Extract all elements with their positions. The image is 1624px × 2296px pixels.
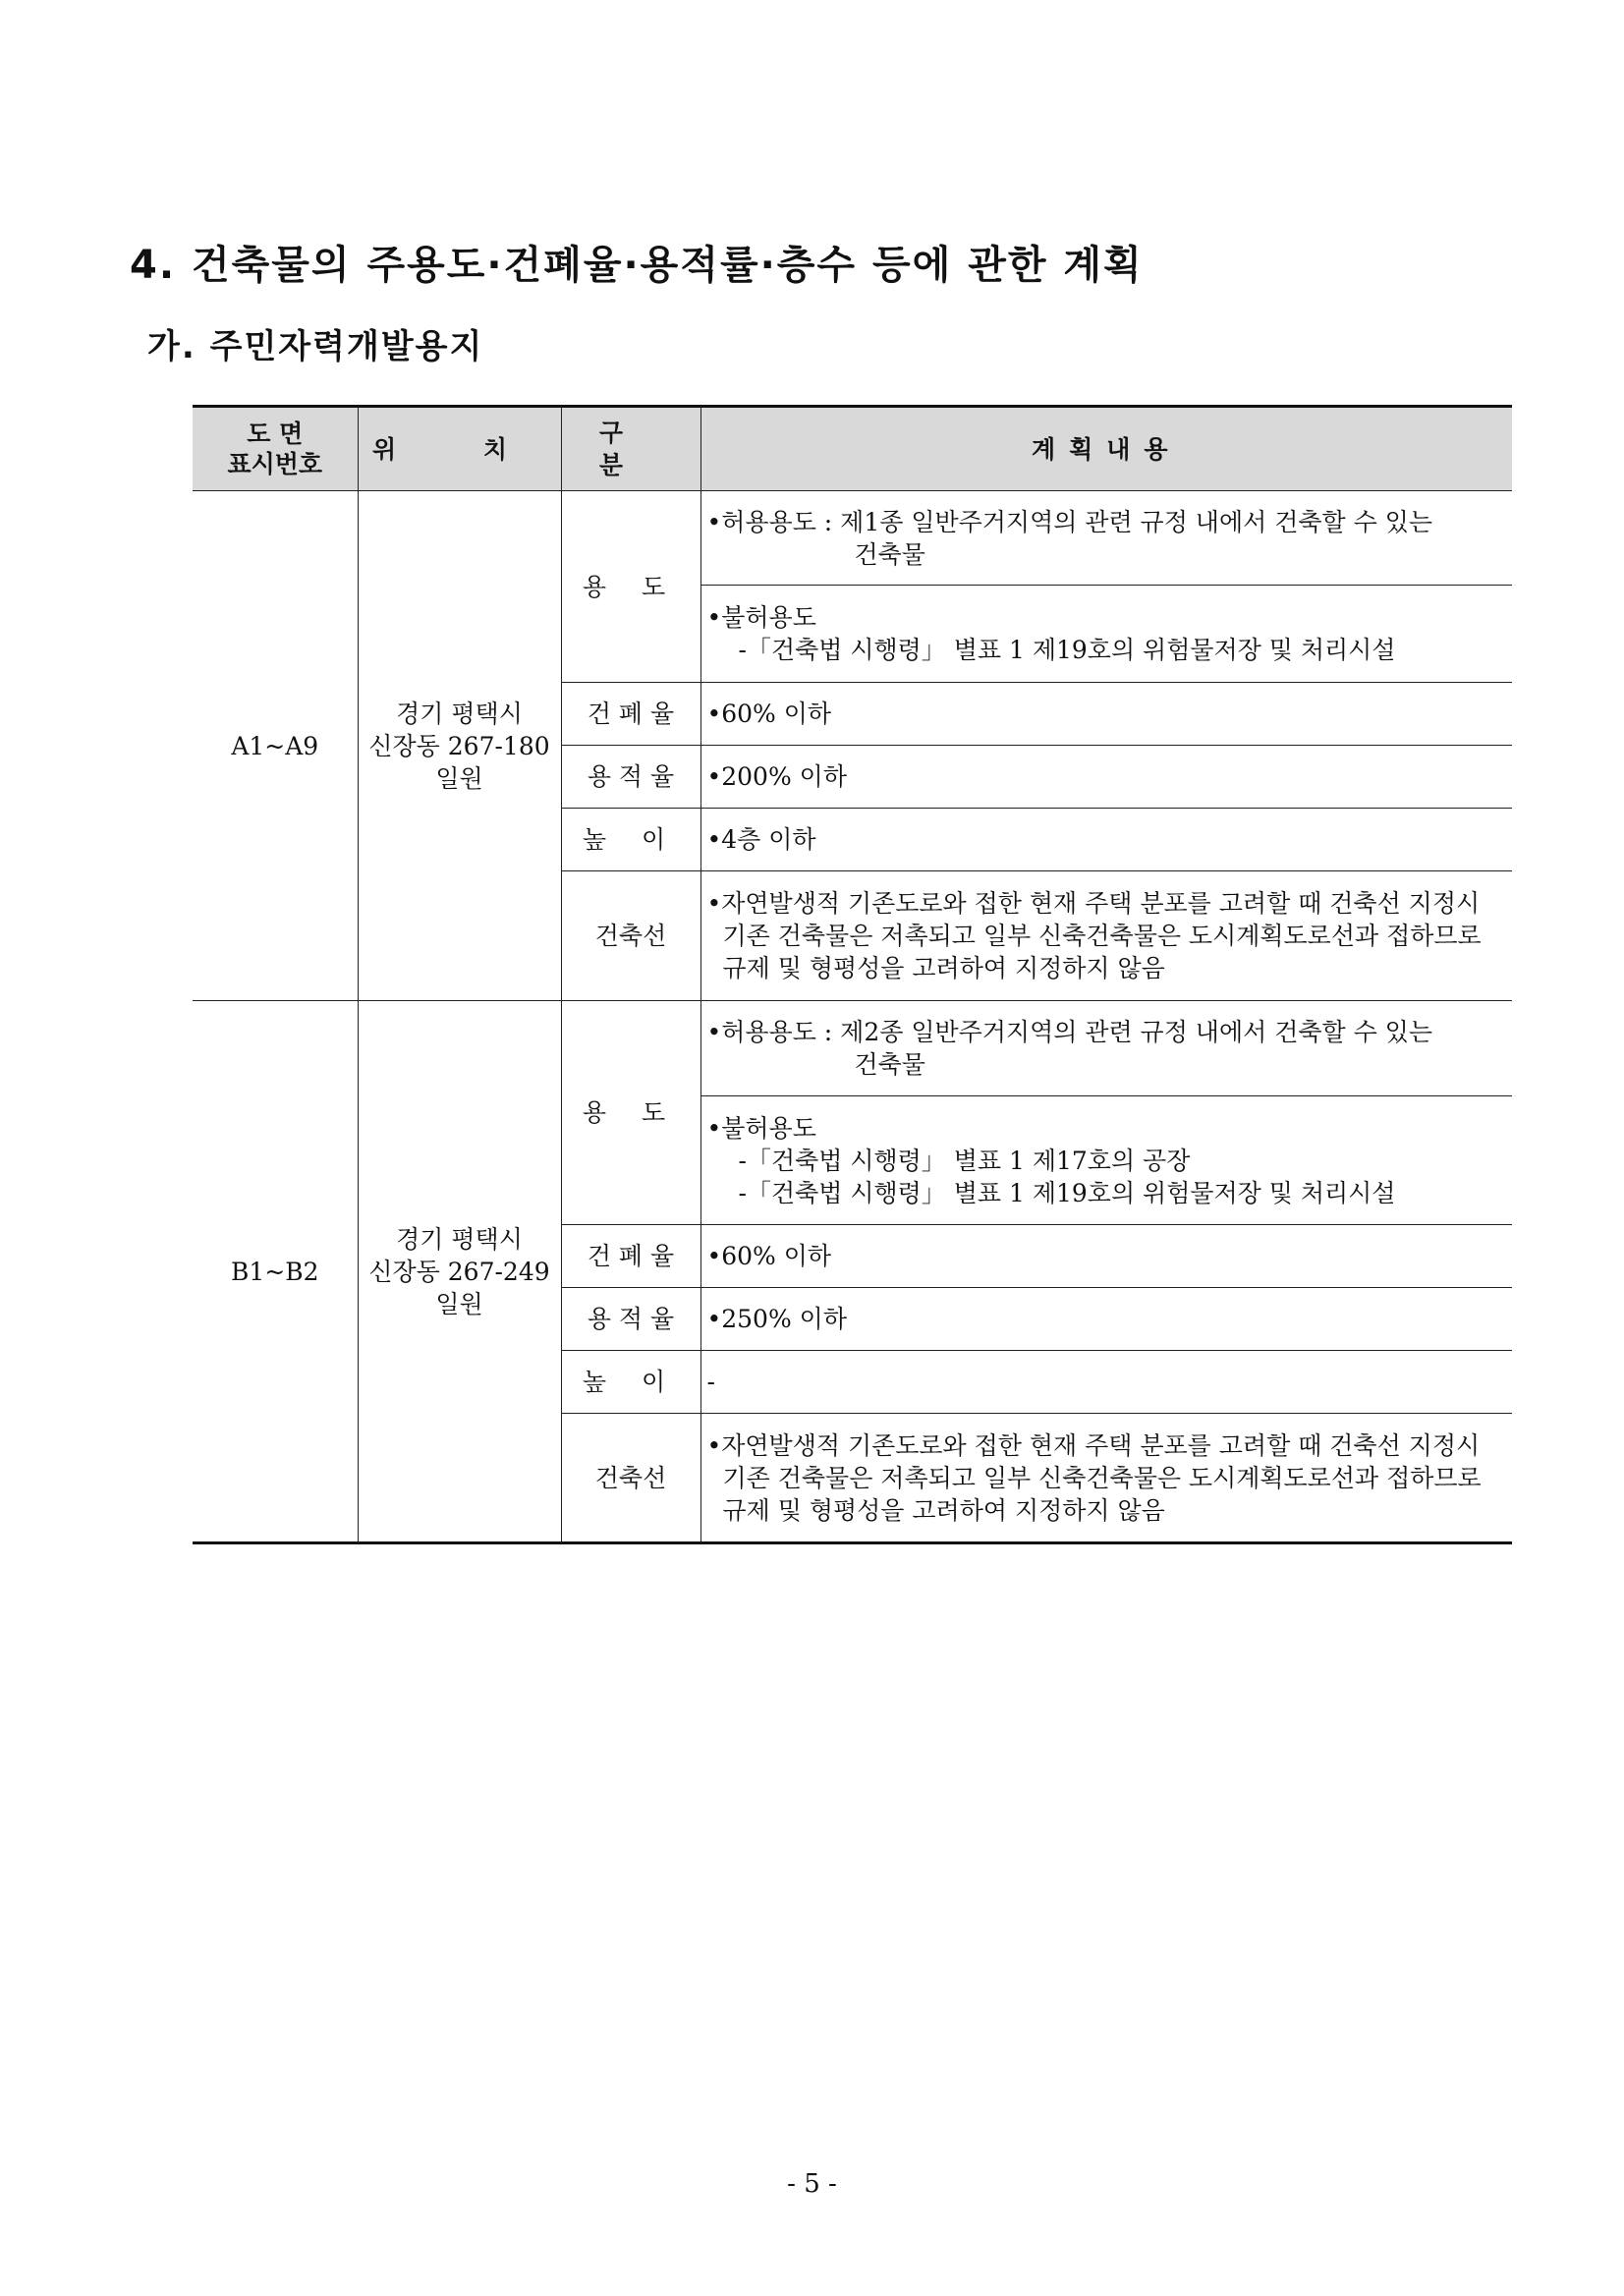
allowed-use-line: 건축물 xyxy=(854,539,925,569)
forbidden-use-title: •불허용도 xyxy=(706,1113,816,1143)
building-line-text: 규제 및 형평성을 고려하여 지정하지 않음 xyxy=(722,954,1165,982)
category-building-line: 건축선 xyxy=(561,871,700,1001)
category-floor-area-ratio: 용 적 율 xyxy=(561,746,700,809)
sheet-id-cell: A1~A9 xyxy=(193,491,358,1001)
floor-area-ratio-value: •200% 이하 xyxy=(700,746,1512,809)
category-height: 높 이 xyxy=(561,1351,700,1414)
table-header-row xyxy=(193,407,1512,491)
category-height: 높 이 xyxy=(561,809,700,871)
allowed-use-line: •허용용도 : 제1종 일반주거지역의 관련 규정 내에서 건축할 수 있는 xyxy=(706,507,1432,536)
location-line: 일원 xyxy=(435,1289,483,1318)
allowed-use-line: 건축물 xyxy=(854,1050,925,1079)
category-coverage: 건 폐 율 xyxy=(561,1225,700,1288)
allowed-use-line: •허용용도 : 제2종 일반주거지역의 관련 규정 내에서 건축할 수 있는 xyxy=(706,1018,1432,1046)
category-floor-area-ratio: 용 적 율 xyxy=(561,1288,700,1351)
header-sheet-line1: 도 면 xyxy=(247,419,304,448)
header-category: 구 분 xyxy=(561,407,700,491)
location-cell xyxy=(358,1001,561,1543)
table-row xyxy=(193,1001,1512,1096)
location-cell xyxy=(358,491,561,1001)
floor-area-ratio-value: •250% 이하 xyxy=(700,1288,1512,1351)
category-coverage: 건 폐 율 xyxy=(561,683,700,746)
building-line-cell xyxy=(700,871,1512,1001)
allowed-use-cell xyxy=(700,491,1512,586)
header-sheet-line2: 표시번호 xyxy=(227,450,323,478)
table-row xyxy=(193,491,1512,586)
building-line-cell xyxy=(700,1414,1512,1543)
location-line: 신장동 267-180 xyxy=(368,731,550,760)
plan-table xyxy=(193,405,1512,1544)
allowed-use-cell xyxy=(700,1001,1512,1096)
page-number: - 5 - xyxy=(787,2169,837,2199)
location-line: 일원 xyxy=(435,763,483,793)
coverage-value: •60% 이하 xyxy=(700,1225,1512,1288)
header-sheet-number xyxy=(193,407,358,491)
section-title: 4. 건축물의 주용도·건폐율·용적률·층수 등에 관한 계획 xyxy=(130,243,1144,288)
location-line: 신장동 267-249 xyxy=(368,1257,550,1286)
category-use: 용 도 xyxy=(561,1001,700,1225)
category-use: 용 도 xyxy=(561,491,700,683)
location-line: 경기 평택시 xyxy=(396,1224,523,1254)
header-plan: 계획내용 xyxy=(700,407,1512,491)
building-line-text: •자연발생적 기존도로와 접한 현재 주택 분포를 고려할 때 건축선 지정시 xyxy=(706,1430,1481,1460)
category-building-line: 건축선 xyxy=(561,1414,700,1543)
coverage-value: •60% 이하 xyxy=(700,683,1512,746)
height-value: - xyxy=(700,1351,1512,1414)
building-line-text: 규제 및 형평성을 고려하여 지정하지 않음 xyxy=(722,1495,1165,1525)
building-line-text: •자연발생적 기존도로와 접한 현재 주택 분포를 고려할 때 건축선 지정시 xyxy=(706,889,1481,918)
height-value: •4층 이하 xyxy=(700,809,1512,871)
location-line: 경기 평택시 xyxy=(396,699,523,728)
forbidden-use-cell xyxy=(700,1096,1512,1225)
forbidden-use-title: •불허용도 xyxy=(706,603,816,632)
subsection-title: 가. 주민자력개발용지 xyxy=(147,327,484,366)
forbidden-use-item: -「건축법 시행령」 별표 1 제17호의 공장 xyxy=(738,1146,1191,1175)
sheet-id-cell: B1~B2 xyxy=(193,1001,358,1543)
building-line-text: 기존 건축물은 저촉되고 일부 신축건축물은 도시계획도로선과 접하므로 xyxy=(722,1463,1482,1492)
forbidden-use-cell xyxy=(700,586,1512,683)
forbidden-use-item: -「건축법 시행령」 별표 1 제19호의 위험물저장 및 처리시설 xyxy=(738,1178,1396,1207)
building-line-text: 기존 건축물은 저촉되고 일부 신축건축물은 도시계획도로선과 접하므로 xyxy=(722,922,1482,950)
header-location: 위 치 xyxy=(358,407,561,491)
forbidden-use-item: -「건축법 시행령」 별표 1 제19호의 위험물저장 및 처리시설 xyxy=(738,636,1396,664)
